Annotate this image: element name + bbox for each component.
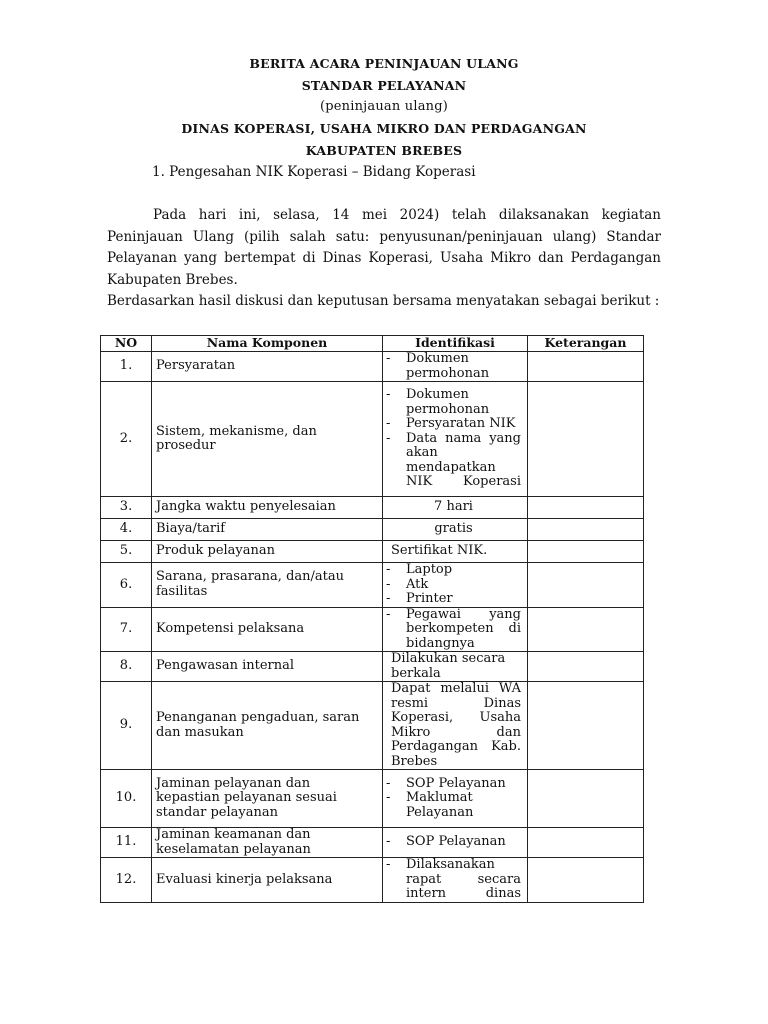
row-number: 4. [101,519,152,541]
table-row [101,541,644,563]
header-identification: Identifikasi [383,336,528,352]
table-row [101,607,644,652]
opening-paragraph-text: Pada hari ini, selasa, 14 mei 2024) telah dilaksanakan kegiatan Peninjauan Ulang (pilih salah satu: penyusunan/peninjauan ulang) Standar Pelayanan yang bertempat di Dinas Koperasi, Usaha Mikro dan Perdagangan Kabupaten Brebes. [107,207,661,288]
row-remarks [528,541,644,563]
row-identification: Sertifikat NIK. [383,541,528,563]
bullet-item: - Pegawai yang berkompeten di bidangnya [386,606,521,651]
row-remarks [528,519,644,541]
doc-title-line1: BERITA ACARA PENINJAUAN ULANG [249,56,519,71]
row-identification: gratis [383,519,528,541]
row-component: Jaminan keamanan dan keselamatan pelayanan [152,828,383,858]
bullet-item: - Data nama yang akan mendapatkan NIK Koperasi [386,430,521,490]
bullet-item: - Atk [386,576,429,592]
row-number: 2. [101,382,152,497]
row-component: Persyaratan [152,352,383,382]
bullet-item: - Printer [386,591,453,606]
bullet-item: - Maklumat Pelayanan [386,790,474,820]
row-remarks [528,828,644,858]
row-identification [383,563,528,608]
opening-paragraph [107,205,661,291]
table-row [101,770,644,828]
bullet-item: - Dokumen permohonan [386,387,490,417]
decision-paragraph: Berdasarkan hasil diskusi dan keputusan bersama menyatakan sebagai berikut : [107,293,660,309]
bullet-item: - Dilaksanakan rapat secara intern dinas [386,857,521,901]
row-component: Biaya/tarif [152,519,383,541]
row-remarks [528,858,644,903]
doc-region: KABUPATEN BREBES [305,143,463,158]
bullet-item: - Persyaratan NIK [386,416,516,432]
row-identification [383,828,528,858]
table-row [101,352,644,382]
bullet-item: - Dokumen permohonan [386,351,490,381]
table-row [101,858,644,903]
row-component: Penanganan pengaduan, saran dan masukan [152,682,383,770]
row-identification: Dilakukan secara berkala [383,652,528,682]
header-remarks: Keterangan [528,336,644,352]
table-row [101,519,644,541]
row-remarks [528,352,644,382]
row-component: Sarana, prasarana, dan/atau fasilitas [152,563,383,608]
row-number: 6. [101,563,152,608]
table-row [101,497,644,519]
header-no: NO [101,336,152,352]
row-number: 3. [101,497,152,519]
row-remarks [528,770,644,828]
doc-agency: DINAS KOPERASI, USAHA MIKRO DAN PERDAGANGAN [181,121,587,136]
row-number: 9. [101,682,152,770]
review-table [100,335,644,903]
row-component: Jangka waktu penyelesaian [152,497,383,519]
header-component: Nama Komponen [152,336,383,352]
row-number: 12. [101,858,152,903]
row-component: Produk pelayanan [152,541,383,563]
doc-subtitle: (peninjauan ulang) [319,99,449,114]
row-number: 5. [101,541,152,563]
row-number: 11. [101,828,152,858]
service-item: 1. Pengesahan NIK Koperasi – Bidang Koperasi [152,164,476,180]
row-number: 8. [101,652,152,682]
doc-title-line2: STANDAR PELAYANAN [301,78,467,93]
bullet-item: - Laptop [386,562,453,577]
row-identification [383,352,528,382]
row-identification [383,607,528,652]
table-row [101,682,644,770]
row-number: 7. [101,607,152,652]
table-row [101,828,644,858]
row-remarks [528,652,644,682]
row-identification: Dapat melalui WA resmi Dinas Koperasi, Usaha Mikro dan Perdagangan Kab. Brebes [383,682,528,770]
row-identification: 7 hari [383,497,528,519]
row-component: Jaminan pelayanan dan kepastian pelayanan sesuai standar pelayanan [152,770,383,828]
row-component: Evaluasi kinerja pelaksana [152,858,383,903]
row-number: 1. [101,352,152,382]
row-component: Kompetensi pelaksana [152,607,383,652]
row-identification [383,858,528,903]
row-remarks [528,382,644,497]
table-row [101,652,644,682]
row-remarks [528,563,644,608]
row-component: Pengawasan internal [152,652,383,682]
row-remarks [528,607,644,652]
row-component: Sistem, mekanisme, dan prosedur [152,382,383,497]
bullet-item: - SOP Pelayanan [386,834,506,850]
row-number: 10. [101,770,152,828]
row-identification [383,382,528,497]
table-row [101,563,644,608]
table-row [101,382,644,497]
row-remarks [528,682,644,770]
table-header-row [101,336,644,352]
row-remarks [528,497,644,519]
bullet-item: - SOP Pelayanan [386,775,506,791]
row-identification [383,770,528,828]
